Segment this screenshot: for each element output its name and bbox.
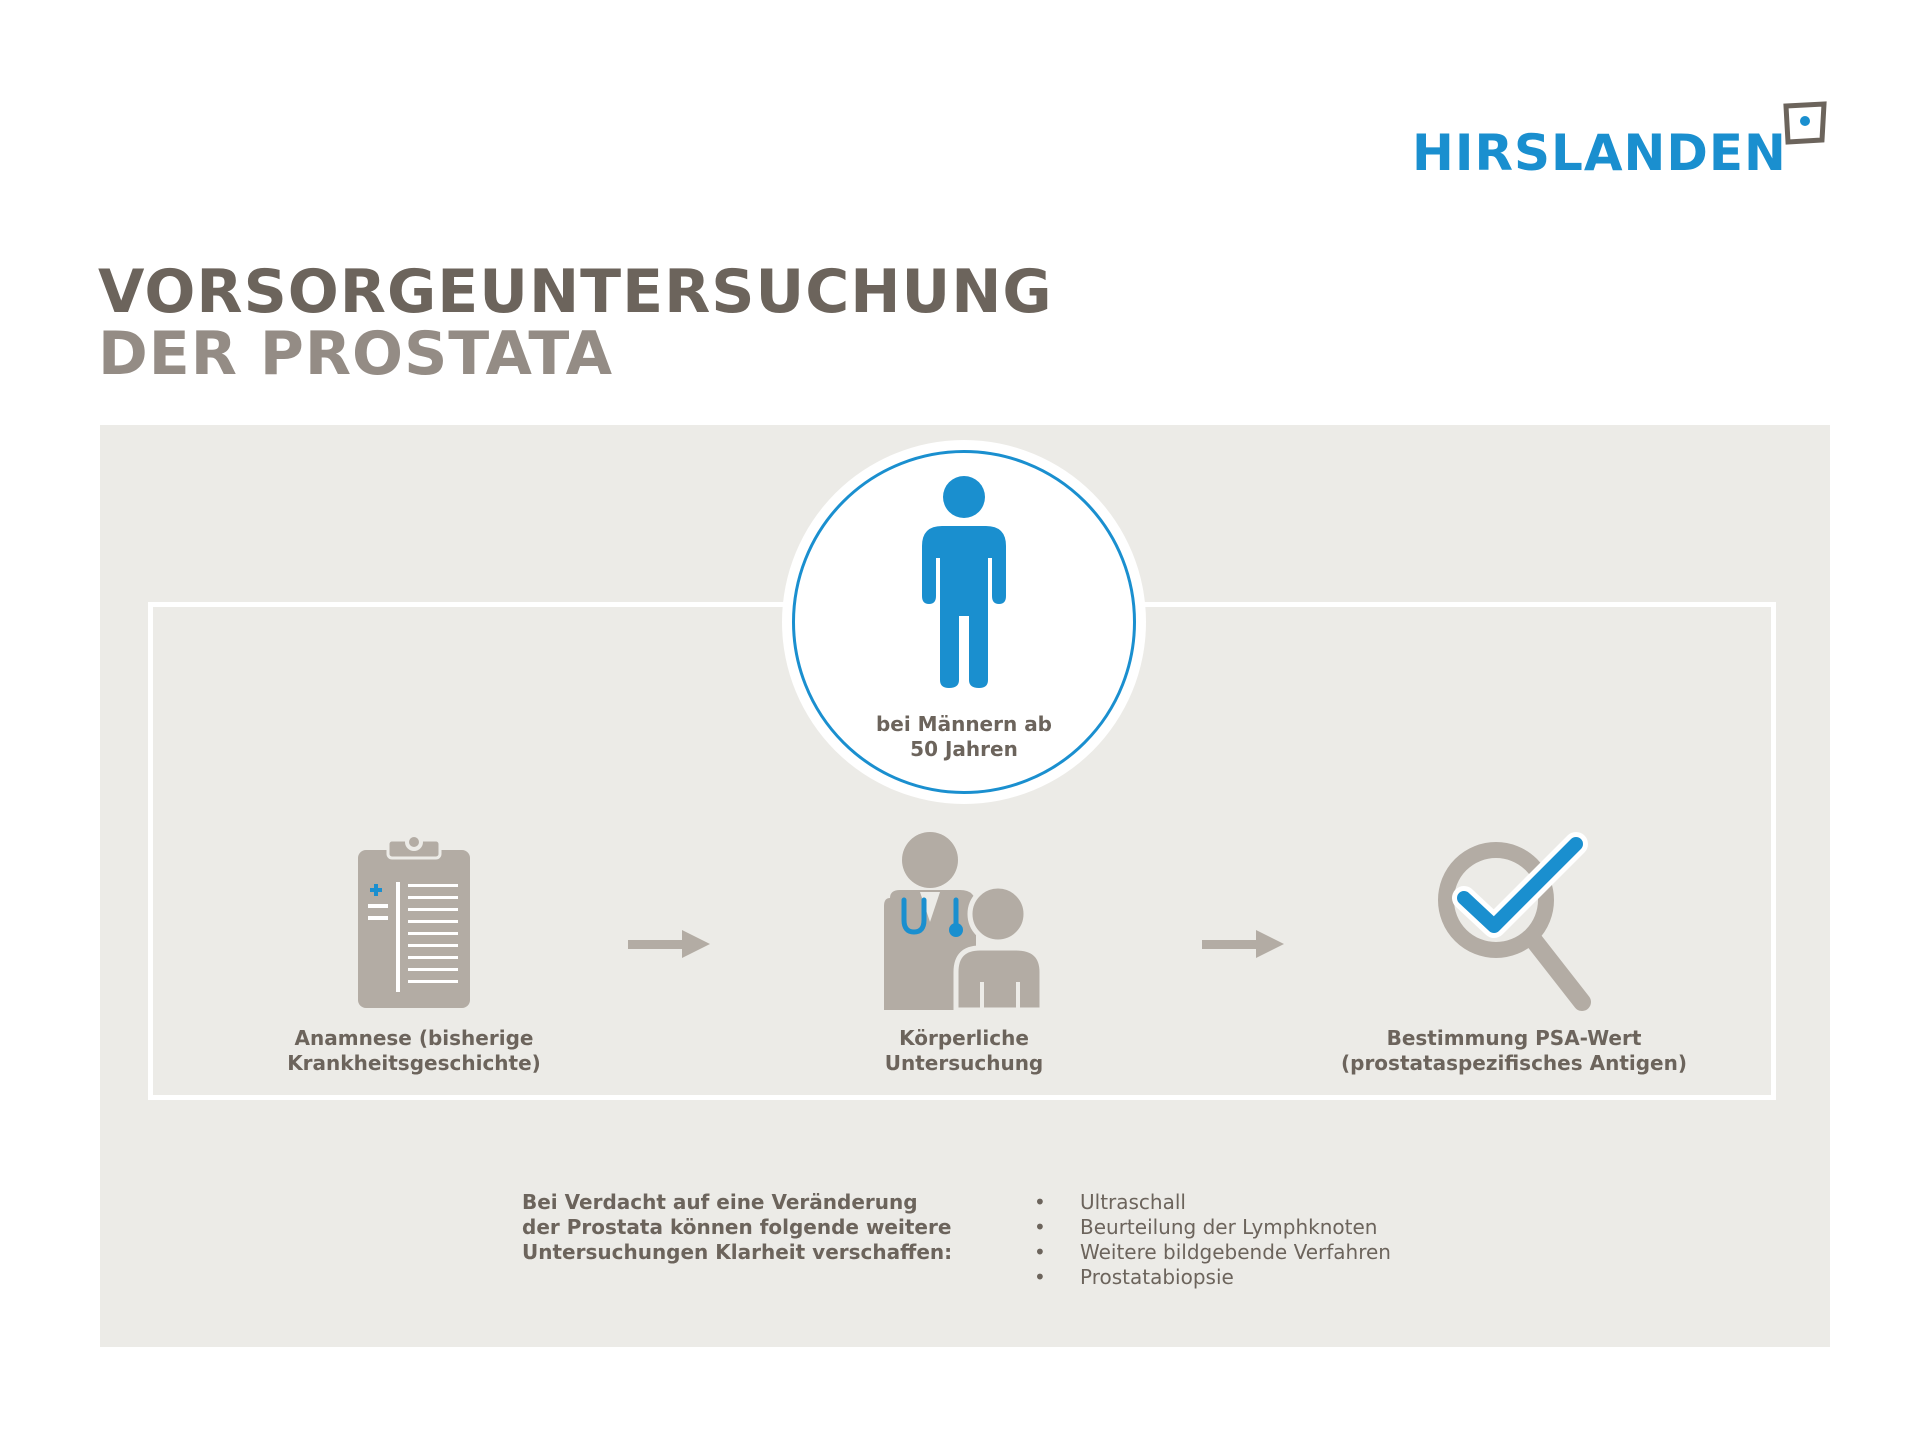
page-title-line2: DER PROSTATA — [98, 319, 614, 389]
step-anamnese-label — [204, 1026, 624, 1076]
step-psa-label-line1: Bestimmung PSA-Wert — [1386, 1026, 1642, 1050]
list-item-text: Beurteilung der Lymphknoten — [1080, 1215, 1378, 1239]
suspicion-note-line2: der Prostata können folgende weitere — [522, 1215, 952, 1239]
arrow-right-icon — [1202, 930, 1286, 958]
brand-logo-text: HIRSLANDEN — [1412, 124, 1787, 182]
list-item-text: Ultraschall — [1080, 1190, 1186, 1214]
step-psa-label — [1304, 1026, 1724, 1076]
clipboard-icon — [356, 832, 472, 1010]
further-exams-list — [1034, 1190, 1391, 1290]
page-title-line1: VORSORGEUNTERSUCHUNG — [98, 257, 1053, 327]
step-psa-label-line2: (prostataspezifisches Antigen) — [1340, 1051, 1687, 1075]
list-item — [1034, 1265, 1391, 1290]
person-icon — [918, 476, 1010, 692]
target-group-label-line1: bei Männern ab — [875, 712, 1052, 736]
brand-logo-icon — [1780, 100, 1830, 146]
target-group-label — [834, 712, 1094, 762]
list-item — [1034, 1240, 1391, 1265]
step-koerperliche-label-line1: Körperliche — [899, 1026, 1029, 1050]
bullet-icon: • — [1034, 1240, 1046, 1264]
step-anamnese-label-line1: Anamnese (bisherige — [294, 1026, 534, 1050]
suspicion-note-line1: Bei Verdacht auf eine Veränderung — [522, 1190, 918, 1214]
doctor-patient-icon — [880, 832, 1050, 1012]
magnifier-check-icon — [1436, 832, 1596, 1012]
list-item — [1034, 1190, 1391, 1215]
arrow-right-icon — [628, 930, 712, 958]
step-koerperliche-label — [754, 1026, 1174, 1076]
list-item-text: Prostatabiopsie — [1080, 1265, 1234, 1289]
target-group-label-line2: 50 Jahren — [910, 737, 1018, 761]
step-anamnese-label-line2: Krankheitsgeschichte) — [287, 1051, 541, 1075]
list-item — [1034, 1215, 1391, 1240]
bullet-icon: • — [1034, 1190, 1046, 1214]
step-koerperliche-label-line2: Untersuchung — [884, 1051, 1044, 1075]
list-item-text: Weitere bildgebende Verfahren — [1080, 1240, 1391, 1264]
bullet-icon: • — [1034, 1215, 1046, 1239]
bullet-icon: • — [1034, 1265, 1046, 1289]
suspicion-note — [522, 1190, 1012, 1265]
suspicion-note-line3: Untersuchungen Klarheit verschaffen: — [522, 1240, 953, 1264]
